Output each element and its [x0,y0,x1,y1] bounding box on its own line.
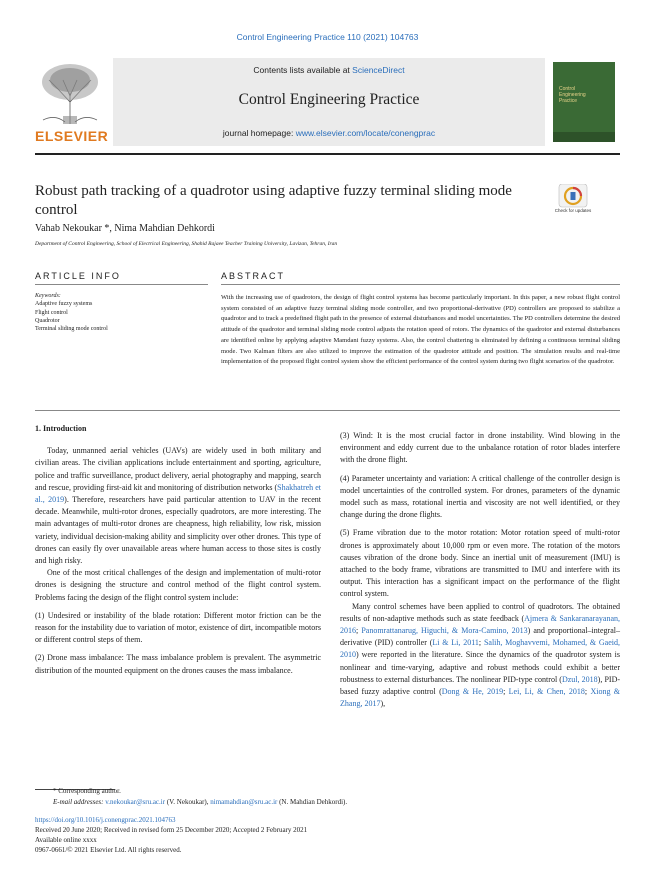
contents-prefix: Contents lists available at [253,65,353,75]
paragraph: (4) Parameter uncertainty and variation: A critical challenge of the controller design is model uncertainties of the controlled system. For drones, parameters of the dynamic model such as mass, rotational inertia and viscosity are not well identified, or they change during the drone flights. [340,473,620,520]
available-online: Available online xxxx [35,836,97,844]
citation-link[interactable]: Salih, Moghavvemi, Mohamed, & Gaeid, 2010 [340,638,620,660]
email-link[interactable]: v.nekoukar@sru.ac.ir [105,798,166,806]
citation-link[interactable]: Ajmera & Sankaranarayanan, 2016 [340,613,620,636]
separator: ; [478,638,484,648]
paragraph [340,601,620,711]
article-info-rule [35,284,208,285]
paragraph [35,445,321,567]
cover-band [553,132,615,142]
footnote [35,786,620,808]
keyword-item: Flight control [35,309,68,316]
paragraph-text: ) were reported in the literature. Since the dynamics of the quadrotor system is nonlinear and time-varying, adaptive and robust methods could exhibit a better robustness to external disturbances. The nonlinear PID-type control ( [340,650,620,684]
journal-header [35,58,620,146]
check-updates-icon [557,184,589,208]
citation-link[interactable]: Dong & He, 2019 [441,687,504,697]
paragraph-text: ). Therefore, researchers have paid particular attention to UAV in the recent decade. Meanwhile, multi-rotor drones, especially quadrotors, are more interesting. The main advantages of multi-rotor drones are cheapness, high reliability, low risk, mission variety, individual decision-making ability and simplicity over other drones. This type of drones can easily fly over unavailable areas where human access to those sites is costly and high risky. [35,495,321,566]
contents-line [113,65,545,75]
check-updates-label: Check for updates [554,208,592,213]
citation-link[interactable]: Li & Li, 2011 [432,638,479,648]
journal-reference[interactable]: Control Engineering Practice 110 (2021) 104763 [236,32,419,42]
received-dates: Received 20 June 2020; Received in revised form 25 December 2020; Accepted 2 February 2021 [35,826,308,834]
citation-link[interactable]: Xiong & Zhang, 2017 [340,687,620,709]
paragraph-text: ), PID-based fuzzy adaptive control ( [340,674,621,697]
separator: ; [503,687,509,697]
publication-info [35,815,620,855]
abstract-rule [221,284,620,285]
keyword-item: Quadrotor [35,317,60,324]
paragraph-text: ) and proportional–integral–derivative (PID) controller ( [340,626,620,648]
article-info-heading: ARTICLE INFO [35,271,121,281]
cover-title: Control Engineering Practice [559,86,586,104]
homepage-link[interactable]: www.elsevier.com/locate/conengprac [295,128,436,138]
keyword-item: Adaptive fuzzy systems [35,301,93,308]
citation-link[interactable]: Lei, Li, & Chen, 2018 [508,687,585,697]
paragraph: One of the most critical challenges of the design and implementation of multi-rotor drones is designing the structure and control method of the flight control system. Problems facing the design of the flight control system include: [35,568,321,602]
citation-link[interactable]: Dzul, 2018 [561,674,598,684]
paragraph-text: ), [380,699,386,709]
email-owner: (N. Mahdian Dehkordi). [277,798,348,806]
check-for-updates-button[interactable] [554,184,592,220]
paragraph: (2) Drone mass imbalance: The mass imbalance problem is prevalent. The asymmetric distribution of the mounted equipment on the drones causes the mass imbalance. [35,653,321,675]
homepage-line [113,128,545,138]
body-column-right [340,430,620,710]
header-divider [35,153,620,155]
homepage-prefix: journal homepage: [222,128,296,138]
journal-banner [113,58,545,146]
abstract-heading: ABSTRACT [221,271,286,281]
email-link[interactable]: nimamahdian@sru.ac.ir [210,798,278,806]
keyword-item: Terminal sliding mode control [35,326,108,333]
journal-title[interactable]: Control Engineering Practice [238,91,420,108]
doi-link[interactable]: https://doi.org/10.1016/j.conengprac.2021.104763 [35,816,176,824]
separator: ; [584,687,591,697]
abstract-text: With the increasing use of quadrotors, the design of flight control systems has become particularly important. In this paper, a new robust flight control system consisted of an adaptive fuzzy terminal sliding mode controller, and two proportional-derivative (PD) controllers are proposed to stabilize a quadrotor and to track a predefined flight path in the presence of external disturbances and model uncertainties. The PD controllers determine the desired attitude of the quadrotor and terminal sliding mode control adjusts the rotation speed of rotors. The dynamics of the quadrotor and external disturbances are identified online by applying adaptive Mamdani fuzzy systems. Also, the control chattering is eliminated by defining a continuous terminal sliding mode. Two Kalman filters are also utilized to improve the estimation of the quadrotor attitude and position. The simulation results and real-time implementation of the proposed flight control system show the efficient performance of the control system during two flight scenarios of the quadrotor. [221,294,620,366]
paragraph-text: Many control schemes have been applied to control of quadrotors. The obtained results of non-adaptive methods such as state feedback ( [340,601,620,623]
citation-link[interactable]: Panomrattanarug, Higuchi, & Mora-Camino, 2013 [361,626,528,636]
corresponding-author-note: * Corresponding author. [53,787,121,795]
copyright: 0967-0661/© 2021 Elsevier Ltd. All rights reserved. [35,846,182,854]
journal-cover-thumbnail[interactable] [553,62,615,142]
article-title: Robust path tracking of a quadrotor using adaptive fuzzy terminal sliding mode control [35,183,512,218]
keywords-label: Keywords: [35,293,61,299]
separator: ; [356,626,362,636]
email-line [35,797,620,808]
affiliation: Department of Control Engineering, School of Electrical Engineering, Shahid Rajaee Teacher Training University, Lavizan, Tehran, Iran [35,241,338,247]
author-list[interactable]: Vahab Nekoukar *, Nima Mahdian Dehkordi [35,223,215,234]
paragraph: (3) Wind: It is the most crucial factor in drone instability. Wind blowing in the environment and eddy current due to the unbalance rotation of rotor blades interfere with the drone flight. [340,431,620,465]
sciencedirect-link[interactable]: ScienceDirect [352,65,405,75]
keywords-block [35,292,208,333]
paragraph: (1) Undesired or instability of the blade rotation: Different motor friction can be the reason for the instability due to variation of motor, existence of dirt, incompatible motors or different control steps of them. [35,610,321,645]
section-title: 1. Introduction [35,424,87,433]
email-label: E-mail addresses: [53,798,106,806]
citation-link[interactable]: Shakhatreh et al., 2019 [35,482,321,505]
paragraph: (5) Frame vibration due to the motor rotation: Motor rotation speed of multi-rotor drones is approximately about 10,000 rpm or even more. The rotation of the motors causes vibration of the drone body. Since an inertial unit of measurement (IMU) is attached to the body frame, vibrations are transmitted to IMU and interfere with its output. This interaction has a significant impact on the performance of the flight control system. [340,528,620,599]
email-owner: (V. Nekoukar), [165,798,211,806]
abstract-bottom-rule [35,410,620,411]
publisher-name: ELSEVIER [35,128,109,144]
body-column-left [35,423,321,677]
paragraph-text: Today, unmanned aerial vehicles (UAVs) are widely used in both military and civilian areas. The civilian applications include entertainment and sporting, agriculture, police and traffic surveillance, product delivery, aerial photography and mapping, search and rescue, providing first-aid kit and monitoring of distribution networks ( [35,446,321,492]
